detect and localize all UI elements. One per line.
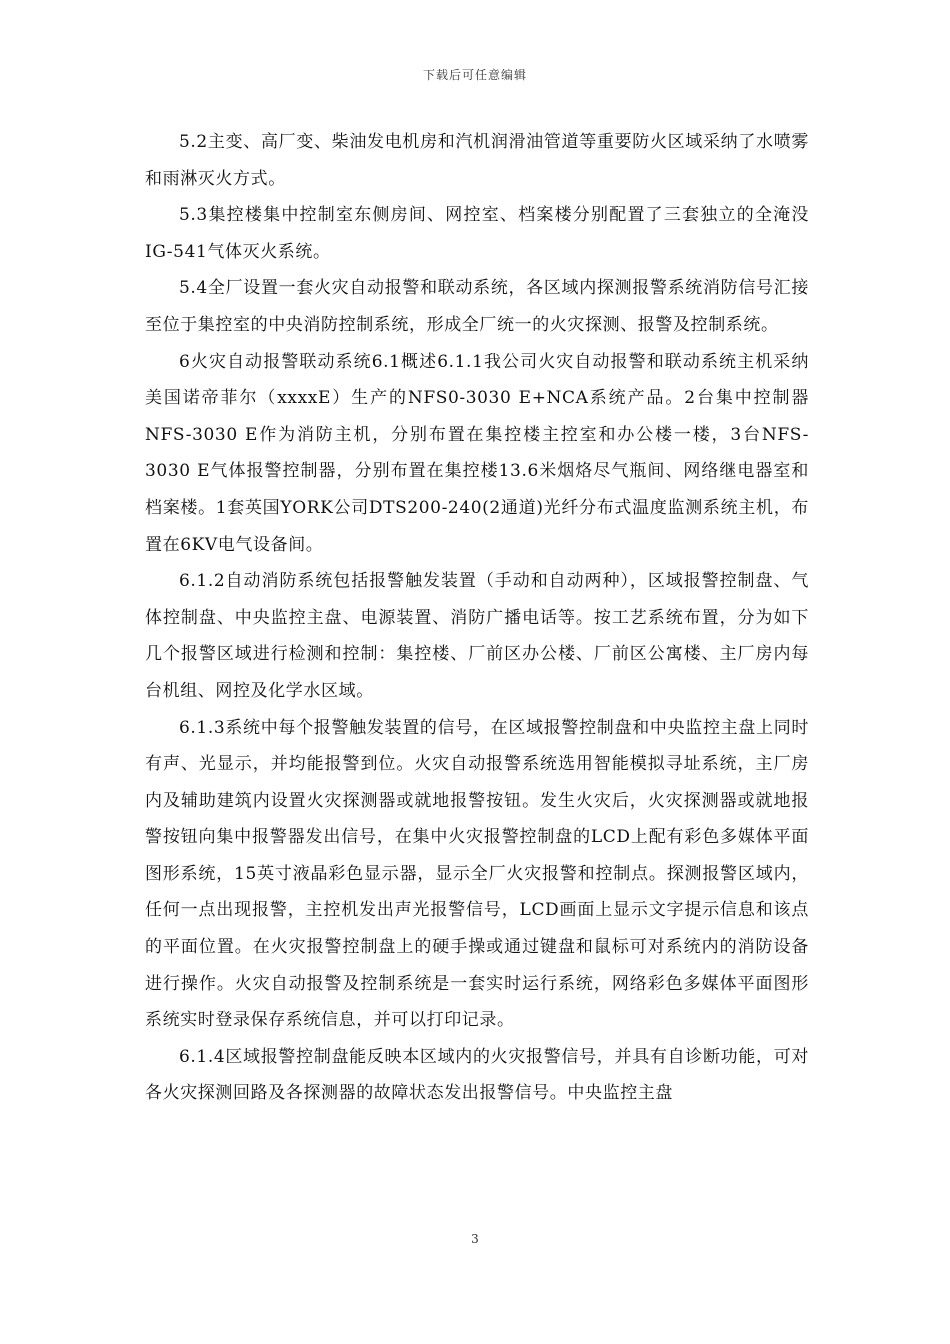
page-header: 下载后可任意编辑: [422, 68, 527, 82]
page-number: 3: [471, 1232, 479, 1246]
paragraph-6-1-4: 6.1.4区域报警控制盘能反映本区域内的火灾报警信号，并具有自诊断功能，可对各火灾探测回路及各探测器的故障状态发出报警信号。中央监控主盘: [145, 1046, 809, 1104]
paragraph-6-1-2: 6.1.2自动消防系统包括报警触发装置（手动和自动两种），区域报警控制盘、气体控制盘、中央监控主盘、电源装置、消防广播电话等。按工艺系统布置，分为如下几个报警区域进行检测和控制：集控楼、厂前区办公楼、厂前区公寓楼、主厂房内每台机组、网控及化学水区域。: [145, 571, 809, 701]
paragraph-5-3: 5.3集控楼集中控制室东侧房间、网控室、档案楼分别配置了三套独立的全淹没IG-541气体灭火系统。: [145, 205, 809, 262]
paragraph-6-1: 6火灾自动报警联动系统6.1概述6.1.1我公司火灾自动报警和联动系统主机采纳美国诺帝菲尔（xxxxE）生产的NFS0-3030 E+NCA系统产品。2台集中控制器NFS-3030 E作为消防主机，分别布置在集控楼主控室和办公楼一楼，3台NFS-3030 E气体报警控制器，分别布置在集控楼13.6米烟烙尽气瓶间、网络继电器室和档案楼。1套英国YORK公司DTS200-240(2通道)光纤分布式温度监测系统主机，布置在6KV电气设备间。: [145, 351, 809, 555]
paragraph-5-4: 5.4全厂设置一套火灾自动报警和联动系统，各区域内探测报警系统消防信号汇接至位于集控室的中央消防控制系统，形成全厂统一的火灾探测、报警及控制系统。: [145, 278, 809, 335]
paragraph-5-2: 5.2主变、高厂变、柴油发电机房和汽机润滑油管道等重要防火区域采纳了水喷雾和雨淋灭火方式。: [145, 132, 809, 189]
paragraph-6-1-3: 6.1.3系统中每个报警触发装置的信号，在区域报警控制盘和中央监控主盘上同时有声、光显示，并均能报警到位。火灾自动报警系统选用智能模拟寻址系统，主厂房内及辅助建筑内设置火灾探测器或就地报警按钮。发生火灾后，火灾探测器或就地报警按钮向集中报警器发出信号，在集中火灾报警控制盘的LCD上配有彩色多媒体平面图形系统，15英寸液晶彩色显示器，显示全厂火灾报警和控制点。探测报警区域内，任何一点出现报警，主控机发出声光报警信号，LCD画面上显示文字提示信息和该点的平面位置。在火灾报警控制盘上的硬手操或通过键盘和鼠标可对系统内的消防设备进行操作。火灾自动报警及控制系统是一套实时运行系统，网络彩色多媒体平面图形系统实时登录保存系统信息，并可以打印记录。: [145, 717, 809, 1031]
document-body: [145, 124, 809, 1112]
